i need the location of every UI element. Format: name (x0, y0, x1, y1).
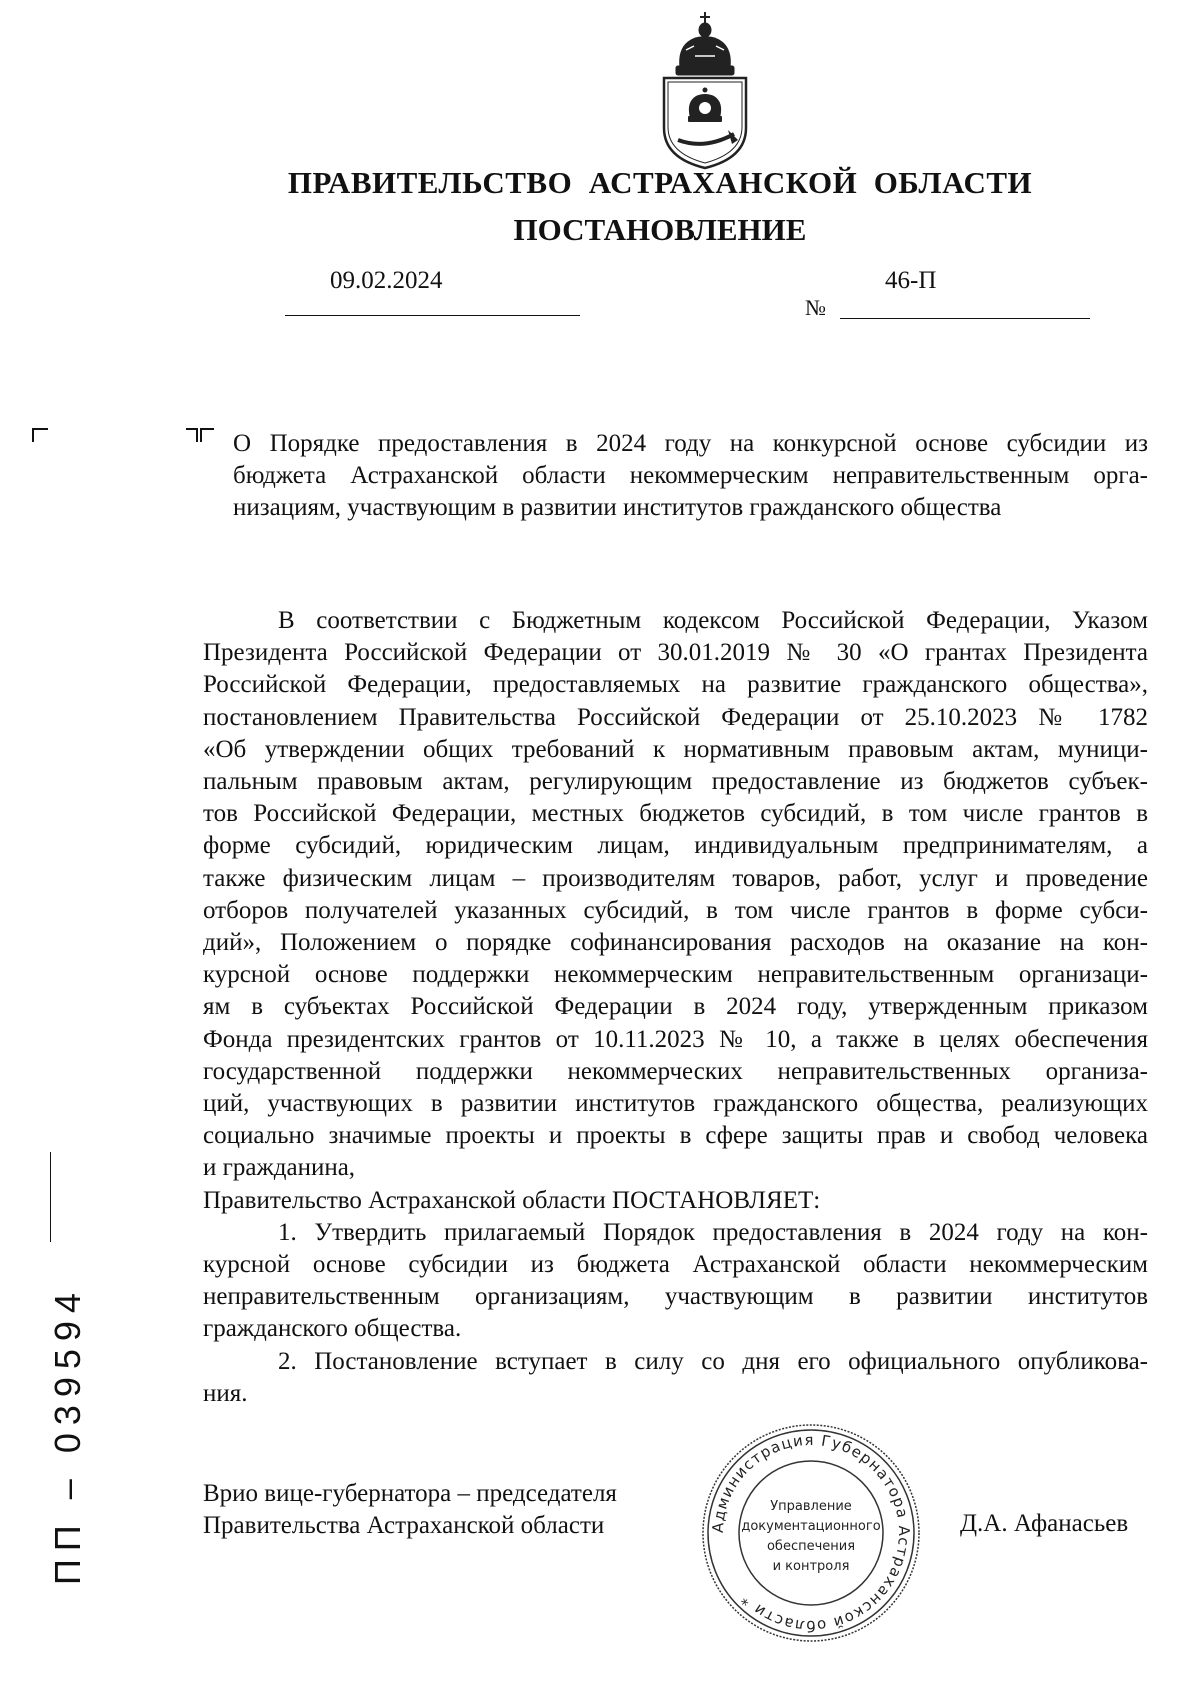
subject-line: О Порядке предоставления в 2024 году на конкурсной основе субсидии из (233, 430, 1148, 457)
body-line: курсной основе субсидии из бюджета Астраханской области некоммерческим (203, 1251, 1148, 1279)
body-line: 1. Утвердить прилагаемый Порядок предоставления в 2024 году на кон- (278, 1218, 1148, 1246)
stamp-ring-text: Администрация Губернатора Астраханской области * (708, 1430, 914, 1636)
stamp-center-line: Управление (770, 1499, 852, 1514)
body-line: социально значимые проекты и проекты в сфере защиты прав и свобод человека (203, 1122, 1148, 1150)
subject-line: низациям, участвующим в развитии институтов гражданского общества (233, 494, 1002, 521)
body-line: Президента Российской Федерации от 30.01.2019 № 30 «О грантах Президента (203, 639, 1148, 667)
subject-corner-mark-right (200, 428, 214, 442)
body-line: ния. (203, 1379, 248, 1407)
signer-position-line: Правительства Астраханской области (203, 1512, 605, 1539)
body-line: форме субсидий, юридическим лицам, индивидуальным предпринимателям, а (203, 832, 1148, 860)
body-line: также физическим лицам – производителям товаров, работ, услуг и проведение (203, 864, 1148, 892)
decree-date: 09.02.2024 (330, 267, 443, 294)
subject-line: бюджета Астраханской области некоммерческим неправительственным орга- (233, 462, 1148, 489)
body-line: ций, участвующих в развитии институтов гражданского общества, реализующих (203, 1090, 1148, 1118)
official-stamp (700, 1422, 922, 1644)
margin-line (50, 1152, 51, 1242)
document-type-title: ПОСТАНОВЛЕНИЕ (513, 212, 807, 247)
number-sign: № (805, 295, 826, 320)
body-line: Фонда президентских грантов от 10.11.2023 № 10, а также в целях обеспечения (203, 1025, 1148, 1053)
decree-number: 46-П (885, 267, 937, 294)
body-line: дий», Положением о порядке софинансирования расходов на оказание на кон- (203, 929, 1148, 957)
government-title: ПРАВИТЕЛЬСТВО АСТРАХАНСКОЙ ОБЛАСТИ (287, 165, 1033, 200)
body-line: пальным правовым актам, регулирующим предоставление из бюджетов субъек- (203, 768, 1148, 796)
body-line: и гражданина, (203, 1154, 356, 1182)
stamp-center-line: документационного (741, 1519, 881, 1534)
number-underline (840, 318, 1090, 319)
body-line: тов Российской Федерации, местных бюджетов субсидий, в том числе грантов в (203, 800, 1148, 828)
date-underline (285, 315, 580, 316)
body-line: «Об утверждении общих требований к нормативным правовым актам, муници- (203, 735, 1148, 763)
subject-corner-mark-left (186, 428, 198, 442)
decree-body (203, 605, 1148, 1410)
body-line: ям в субъектах Российской Федерации в 2024 году, утвержденным приказом (203, 993, 1148, 1021)
decree-subject (233, 428, 1148, 524)
document-serial-number: ПП – 039594 (47, 1285, 88, 1585)
coat-of-arms-emblem (650, 10, 760, 172)
body-line: 2. Постановление вступает в силу со дня его официального опубликова- (278, 1347, 1148, 1375)
stamp-center-line: и контроля (772, 1559, 850, 1574)
body-line: гражданского общества. (203, 1315, 462, 1343)
signer-position (203, 1478, 617, 1542)
body-line: государственной поддержки некоммерческих неправительственных организа- (203, 1057, 1148, 1085)
body-line: курсной основе поддержки некоммерческим неправительственным организаци- (203, 961, 1148, 989)
body-line: неправительственным организациям, участвующим в развитии институтов (203, 1283, 1148, 1311)
signer-name: Д.А. Афанасьев (960, 1510, 1129, 1537)
body-line: постановлением Правительства Российской Федерации от 25.10.2023 № 1782 (203, 703, 1148, 731)
body-line: Правительство Астраханской области ПОСТАНОВЛЯЕТ: (203, 1186, 821, 1214)
signer-position-line: Врио вице-губернатора – председателя (203, 1480, 617, 1507)
margin-corner-mark (32, 428, 48, 442)
body-line: отборов получателей указанных субсидий, в том числе грантов в форме субси- (203, 896, 1148, 924)
stamp-center-line: обеспечения (766, 1539, 856, 1554)
body-line: В соответствии с Бюджетным кодексом Российской Федерации, Указом (278, 607, 1148, 634)
body-line: Российской Федерации, предоставляемых на развитие гражданского общества», (203, 671, 1148, 699)
